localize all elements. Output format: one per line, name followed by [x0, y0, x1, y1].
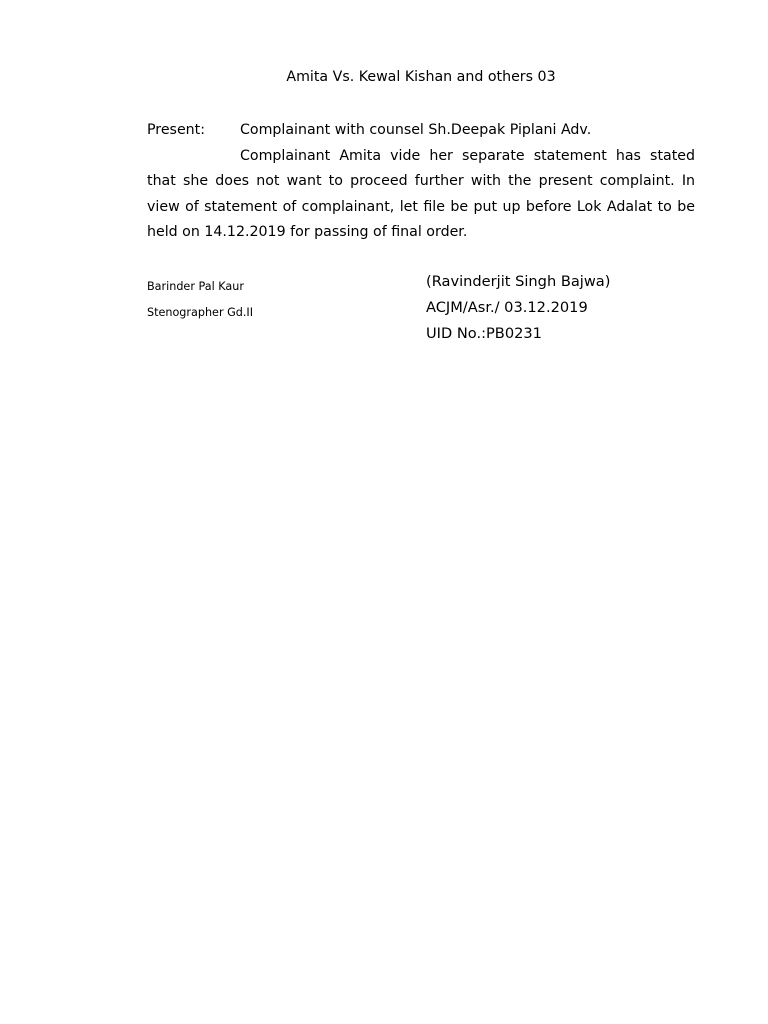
stenographer-designation: Stenographer Gd.II [147, 306, 254, 319]
order-paragraph: Complainant Amita vide her separate statement has stated that she does not want to proceed further with the present complaint. In view of statement of complainant, let file be put up before Lok Adalat to be held on 14.12.2019 for passing of final order. [147, 147, 695, 240]
judge-uid: UID No.:PB0231 [426, 325, 542, 342]
judge-name: (Ravinderjit Singh Bajwa) [426, 273, 611, 290]
present-row [147, 118, 695, 144]
order-body [147, 118, 695, 246]
present-label: Present: [147, 122, 206, 138]
case-title: Amita Vs. Kewal Kishan and others 03 [286, 69, 556, 85]
present-text: Complainant with counsel Sh.Deepak Piplani Adv. [240, 122, 592, 138]
stenographer-block [147, 274, 253, 326]
judge-block [426, 269, 610, 347]
judge-designation-date: ACJM/Asr./ 03.12.2019 [426, 299, 588, 316]
stenographer-name: Barinder Pal Kaur [147, 280, 244, 293]
